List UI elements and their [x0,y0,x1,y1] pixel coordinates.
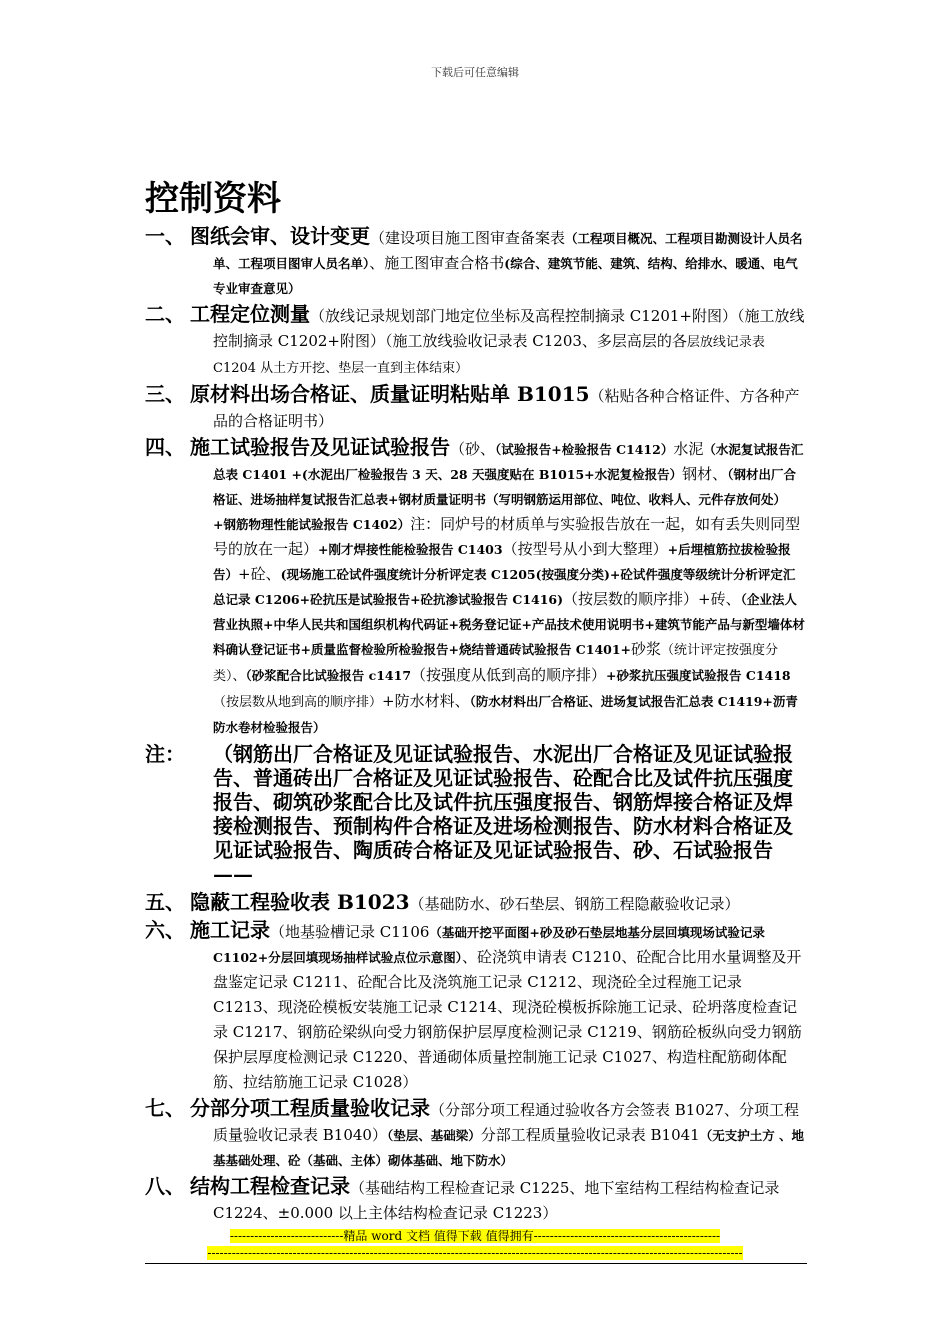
section-text: 、砼浇筑申请表 C1210、砼配合比用水量调整及开盘鉴定记录 C1211、砼配合比及浇筑施工记录 C1212、现浇砼全过程施工记录 C1213、现浇砼模板安装施工记录 C1214、现浇砼模板拆除施工记录、砼坍落度检查记录 C1217、钢筋砼梁纵向受力钢筋保护层厚度检测记录 C1219、钢筋砼板纵向受力钢筋保护层厚度检测记录 C1220、普通砌体质量控制施工记录 C1027、构造柱配筋砌体配筋、拉结筋施工记录 C1028） [213,948,802,1091]
section-text: +砂浆抗压强度试验报告 C1418 [606,668,791,683]
section-text: +砼、 [238,565,281,583]
section-heading: 原材料出场合格证、质量证明粘贴单 B1015 [190,382,590,406]
section-text: （试验报告+检验报告 C1412） [495,442,674,457]
section-number: 三、 [145,382,185,406]
section-text: （无支护土方 、地基基础处理、砼（基础、主体）砌体基础、地下防水） [213,1128,805,1168]
section-heading: 分部分项工程质量验收记录 [190,1096,430,1120]
sections-part-1 [145,224,807,740]
section-number: 一、 [145,224,185,248]
section-text: （按型号从小到大整理） [502,540,668,558]
footer-ad [0,1228,950,1262]
section-text: （统计评定按强度分类）、 [213,643,779,684]
section-text: （钢材出厂合格证、进场抽样复试报告汇总表+钢材质量证明书（写明钢筋运用部位、吨位、收料人、元件存放何处）+钢筋物理性能试验报告 C1402） [213,467,796,532]
section-text: 层放线记录表 C1204 从土方开挖、垫层一直到主体结束） [213,335,765,376]
section-text: （分部分项工程通过验收各方会签表 B1027、分项工程质量验收记录表 B1040） [213,1101,799,1144]
section [145,382,807,434]
section-text: 、施工图审查合格书 [369,254,505,272]
note-label: 注： [145,742,185,766]
section-text: +防水材料、 [382,692,470,710]
section-text: （砂浆配合比试验报告 c1417 [245,668,412,683]
section-text: （放线记录规划部门地定位坐标及高程控制摘录 C1201+附图）（施工放线控制摘录 C1202+附图）（施工放线验收记录表 C1203、多层高层的各 [213,307,805,350]
section-text: 水泥 [673,440,704,458]
section-text: （工程项目概况、工程项目勘测设计人员名单、工程项目图审人员名单） [213,231,803,271]
section-heading: 结构工程检查记录 [190,1174,350,1198]
section-heading: 隐蔽工程验收表 B1023 [190,890,410,914]
section-text: （按层数从地到高的顺序排） [213,695,383,710]
section-text: （基础结构工程检查记录 C1225、地下室结构工程结构检查记录 C1224、±0.000 以上主体结构检查记录 C1223） [213,1179,780,1222]
note-paragraph [145,742,807,886]
section-text: (综合、建筑节能、建筑、结构、给排水、暖通、电气专业审查意见） [213,256,798,296]
page-title: 控制资料 [145,179,281,219]
section-heading: 工程定位测量 [190,302,310,326]
section [145,890,807,917]
section-text: （按强度从低到高的顺序排） [411,666,607,684]
section-text: （水泥复试报告汇总表 C1401 +(水泥出厂检验报告 3 天、28 天强度贴在 B1015+水泥复检报告） [213,442,804,482]
footer-line-2: ------------------------------------------------------------------------------------------------------------------------------------ [207,1246,743,1260]
section-number: 六、 [145,918,185,942]
section-number: 四、 [145,435,185,459]
section-text: （按层数的顺序排）+砖、 [563,590,741,608]
sections-part-2 [145,890,807,1226]
section [145,918,807,1095]
section-text: （基础开挖平面图+砂及砂石垫层地基分层回填现场试验记录 C1102+分层回填现场抽样试验点位示意图） [213,925,765,965]
section-heading: 施工记录 [190,918,270,942]
section [145,435,807,740]
section-text: +后埋植筋拉拔检验报告） [213,542,791,582]
section-text: （企业法人营业执照+中华人民共和国组织机构代码证+税务登记证+产品技术使用说明书+建筑节能产品与新型墙体材料确认登记证书+质量监督检验所检验报告+烧结普通砖试验报告 C1401+ [213,592,805,657]
section-text: 注：同炉号的材质单与实验报告放在一起，如有丢失则同型号的放在一起） [213,515,801,558]
section-heading: 图纸会审、设计变更 [190,224,370,248]
section-text: （防水材料出厂合格证、进场复试报告汇总表 C1419+沥青防水卷材检验报告） [213,694,798,735]
section-text: （地基验槽记录 C1106 [270,923,430,941]
document-body [145,224,807,1227]
section-heading: 施工试验报告及见证试验报告 [190,435,450,459]
section-number: 八、 [145,1174,185,1198]
section-text: （建设项目施工图审查备案表 [370,229,566,247]
header-note: 下载后可任意编辑 [431,66,519,79]
section-number: 七、 [145,1096,185,1120]
section [145,1096,807,1173]
footer-line-1: ----------------------------精品 word 文档 值得下载 值得拥有---------------------------------------------- [229,1229,721,1243]
section [145,1174,807,1226]
footer-rule [145,1263,807,1264]
section-text: （粘贴各种合格证件、方各种产品的合格证明书） [213,387,800,430]
section-text: +刚才焊接性能检验报告 C1403 [318,542,503,557]
note-text: （钢筋出厂合格证及见证试验报告、水泥出厂合格证及见证试验报告、普通砖出厂合格证及见证试验报告、砼配合比及试件抗压强度报告、砌筑砂浆配合比及试件抗压强度报告、钢筋焊接合格证及焊接检测报告、预制构件合格证及进场检测报告、防水材料合格证及见证试验报告、陶质砖合格证及见证试验报告、砂、石试验报告—— [213,742,793,886]
section-text: （基础防水、砂石垫层、钢筋工程隐蔽验收记录） [409,895,740,913]
section [145,224,807,301]
section-text: (现场施工砼试件强度统计分析评定表 C1205(按强度分类)+砼试件强度等级统计分析评定汇总记录 C1206+砼抗压是试验报告+砼抗渗试验报告 C1416) [213,567,796,607]
section [145,302,807,381]
section-text: 钢材、 [682,465,728,483]
section-text: 砂浆 [631,640,662,658]
section-text: 分部工程质量验收记录表 B1041 [480,1126,700,1144]
section-number: 五、 [145,890,185,914]
section-text: （垫层、基础梁） [386,1128,481,1143]
section-text: （砂、 [450,440,496,458]
section-number: 二、 [145,302,185,326]
